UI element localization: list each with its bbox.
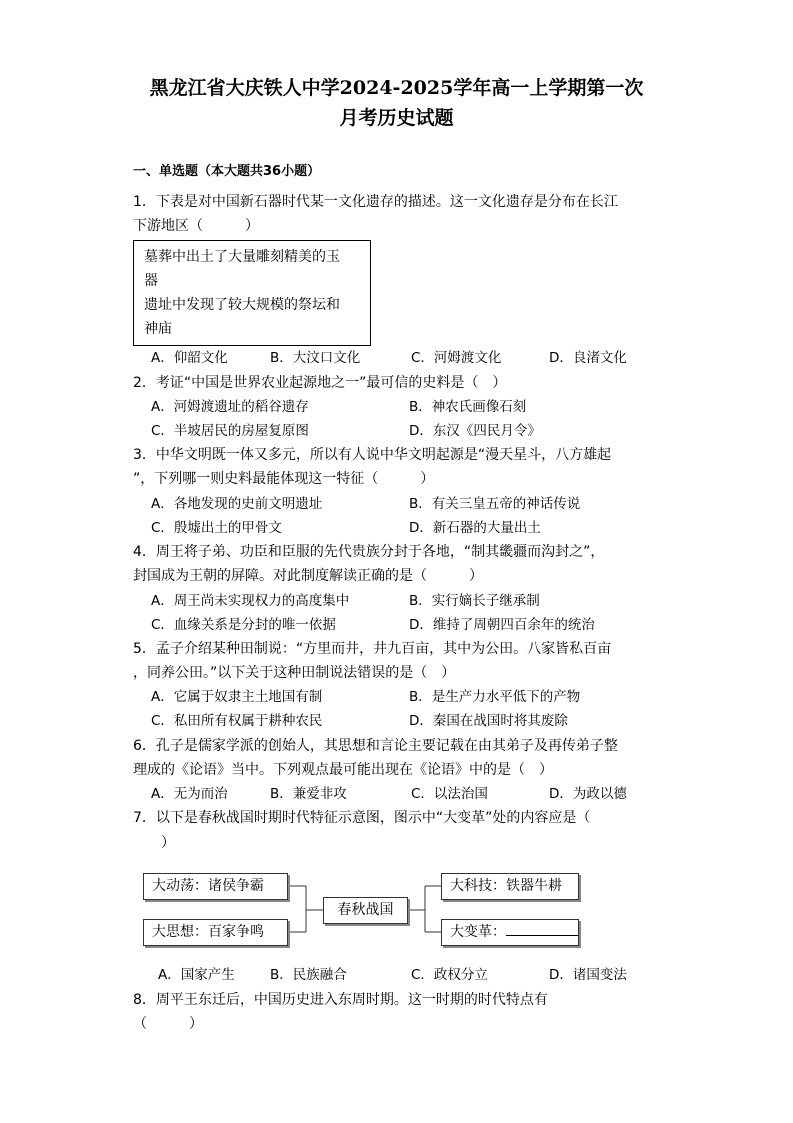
diagram-reform-label: 大变革：	[450, 924, 506, 940]
info-table-line: 墓葬中出土了大量雕刻精美的玉	[144, 249, 340, 265]
question-2-stem: 2．考证“中国是世界农业起源地之一”最可信的史料是（ ）	[133, 375, 507, 391]
question-3-stem: 3．中华文明既一体又多元，所以有人说中华文明起源是“漫天星斗，八方雄起	[133, 447, 612, 463]
question-6-option-b: B．兼爱非攻	[270, 786, 347, 802]
question-1-option-d: D．良渚文化	[549, 350, 627, 366]
page-title-line1: 黑龙江省大庆铁人中学2024-2025学年高一上学期第一次	[149, 77, 644, 99]
question-7-option-b: B．民族融合	[270, 967, 347, 983]
question-4-option-d: D．维持了周朝四百余年的统治	[409, 617, 595, 633]
question-5-stem-cont: ，同养公田。”以下关于这种田制说法错误的是（ ）	[133, 665, 456, 681]
question-8-stem-cont: （ ）	[133, 1016, 203, 1032]
question-4-stem-cont: 封国成为王朝的屏障。对此制度解读正确的是（ ）	[133, 568, 483, 584]
question-5-option-a: A．它属于奴隶主土地国有制	[151, 689, 323, 705]
question-1-info-table	[133, 240, 371, 346]
diagram-box-reform	[441, 919, 579, 946]
info-table-line: 遗址中发现了较大规模的祭坛和	[144, 297, 340, 313]
question-1-option-a: A．仰韶文化	[151, 350, 228, 366]
info-table-line: 神庙	[144, 321, 172, 337]
question-8-stem: 8．周平王东迁后，中国历史进入东周时期。这一时期的时代特点有	[133, 992, 548, 1008]
page-title-line2: 月考历史试题	[339, 107, 454, 129]
diagram-answer-blank	[506, 921, 578, 936]
diagram-box-technology: 大科技：铁器牛耕	[441, 873, 579, 900]
question-6-stem: 6．孔子是儒家学派的创始人，其思想和言论主要记载在由其弟子及再传弟子整	[133, 738, 618, 754]
diagram-box-center: 春秋战国	[323, 897, 408, 924]
question-2-option-d: D．东汉《四民月令》	[409, 423, 541, 439]
question-1-option-c: C．河姆渡文化	[411, 350, 502, 366]
question-6-stem-cont: 理成的《论语》当中。下列观点最可能出现在《论语》中的是（ ）	[133, 762, 553, 778]
question-2-option-a: A．河姆渡遗址的稻谷遗存	[151, 399, 309, 415]
question-4-option-a: A．周王尚未实现权力的高度集中	[151, 593, 350, 609]
section-heading: 一、单选题（本大题共36小题）	[133, 164, 321, 179]
question-7-stem-cont: ）	[133, 835, 175, 851]
question-4-option-b: B．实行嫡长子继承制	[409, 593, 540, 609]
question-6-option-c: C．以法治国	[411, 786, 488, 802]
question-2-option-b: B．神农氏画像石刻	[409, 399, 527, 415]
question-3-option-a: A．各地发现的史前文明遗址	[151, 496, 323, 512]
question-6-option-a: A．无为而治	[151, 786, 228, 802]
question-3-option-b: B．有关三皇五帝的神话传说	[409, 496, 581, 512]
info-table-line: 器	[144, 273, 158, 289]
question-7-stem: 7．以下是春秋战国时期时代特征示意图，图示中“大变革”处的内容应是（	[133, 810, 591, 826]
question-1-stem-cont: 下游地区（ ）	[133, 218, 259, 234]
question-5-option-b: B．是生产力水平低下的产物	[409, 689, 581, 705]
question-7-option-a: A．国家产生	[158, 967, 235, 983]
question-6-option-d: D．为政以德	[549, 786, 627, 802]
question-5-option-d: D．秦国在战国时将其废除	[409, 713, 568, 729]
question-5-option-c: C．私田所有权属于耕种农民	[151, 713, 323, 729]
question-1-option-b: B．大汶口文化	[270, 350, 361, 366]
question-2-option-c: C．半坡居民的房屋复原图	[151, 423, 309, 439]
diagram-box-upheaval: 大动荡：诸侯争霸	[143, 873, 288, 900]
question-3-option-c: C．殷墟出土的甲骨文	[151, 520, 282, 536]
question-3-option-d: D．新石器的大量出土	[409, 520, 541, 536]
diagram-box-thought: 大思想：百家争鸣	[143, 919, 288, 946]
question-7-option-d: D．诸国变法	[549, 967, 627, 983]
question-5-stem: 5．孟子介绍某种田制说：“方里而井，井九百亩，其中为公田。八家皆私百亩	[133, 641, 612, 657]
question-4-option-c: C．血缘关系是分封的唯一依据	[151, 617, 336, 633]
question-3-stem-cont: ”，下列哪一则史料最能体现这一特征（ ）	[133, 471, 435, 487]
question-7-option-c: C．政权分立	[411, 967, 488, 983]
question-1-stem: 1．下表是对中国新石器时代某一文化遗存的描述。这一文化遗存是分布在长江	[133, 194, 618, 210]
question-4-stem: 4．周王将子弟、功臣和臣服的先代贵族分封于各地，“制其畿疆而沟封之”，	[133, 544, 605, 560]
